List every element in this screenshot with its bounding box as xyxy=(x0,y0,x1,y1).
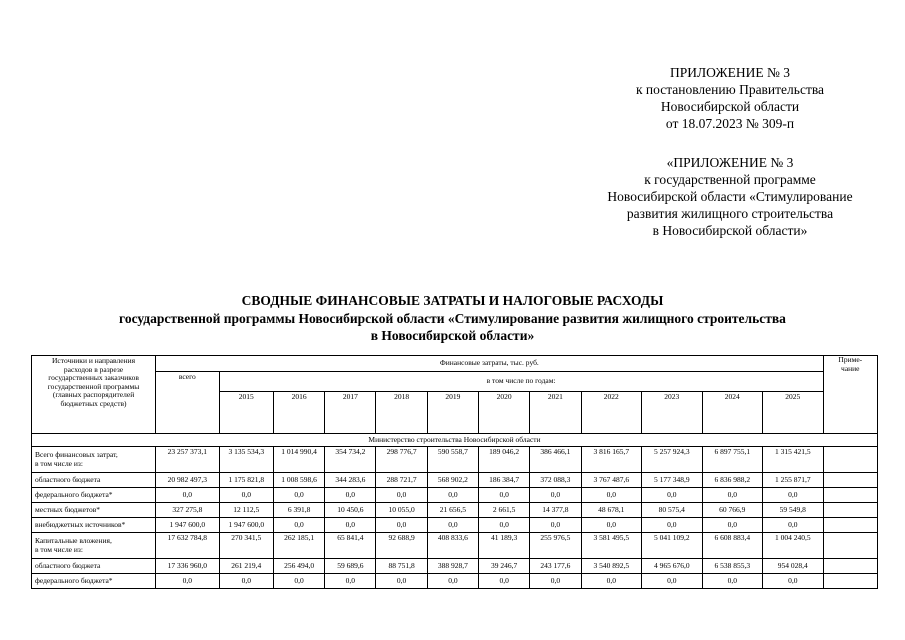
year-value-cell: 21 656,5 xyxy=(427,503,478,518)
year-header-cell: 2018 xyxy=(376,392,427,434)
year-value-cell: 354 734,2 xyxy=(325,447,376,473)
table-header-row xyxy=(32,372,878,392)
year-value-cell: 0,0 xyxy=(763,518,824,533)
year-value-cell: 0,0 xyxy=(530,488,581,503)
note-cell xyxy=(823,447,877,473)
year-value-cell: 3 581 495,5 xyxy=(581,533,641,559)
total-value-cell: 0,0 xyxy=(156,574,220,589)
year-value-cell: 255 976,5 xyxy=(530,533,581,559)
source-header-line: Источники и направления xyxy=(52,356,136,365)
year-value-cell: 6 538 855,3 xyxy=(702,559,762,574)
table-row xyxy=(32,503,878,518)
source-header-line: бюджетных средств) xyxy=(60,398,127,408)
source-header-line: расходов в разрезе xyxy=(63,364,124,374)
year-value-cell: 2 661,5 xyxy=(479,503,530,518)
program-appendix-header-line: в Новосибирской области» xyxy=(652,223,808,238)
ministry-label-cell: Министерство строительства Новосибирской области xyxy=(32,434,878,447)
program-appendix-header xyxy=(595,154,865,239)
year-value-cell: 0,0 xyxy=(325,488,376,503)
year-value-cell: 344 283,6 xyxy=(325,473,376,488)
row-label-cell xyxy=(32,473,156,488)
year-header-cell: 2021 xyxy=(530,392,581,434)
total-header-cell: всего xyxy=(156,372,220,434)
year-value-cell: 3 767 487,6 xyxy=(581,473,641,488)
year-value-cell: 386 466,1 xyxy=(530,447,581,473)
year-value-cell: 6 836 988,2 xyxy=(702,473,762,488)
year-value-cell: 1 175 821,8 xyxy=(219,473,273,488)
table-row xyxy=(32,559,878,574)
row-label: федерального бюджета* xyxy=(35,489,113,499)
row-label-cell xyxy=(32,447,156,473)
year-value-cell: 0,0 xyxy=(702,574,762,589)
document-title: СВОДНЫЕ ФИНАНСОВЫЕ ЗАТРАТЫ И НАЛОГОВЫЕ РАСХОДЫ xyxy=(241,293,664,308)
year-value-cell: 0,0 xyxy=(325,518,376,533)
year-value-cell: 59 689,6 xyxy=(325,559,376,574)
row-label-sub: в том числе из: xyxy=(35,458,83,468)
financial-costs-table xyxy=(31,355,878,589)
year-value-cell: 60 766,9 xyxy=(702,503,762,518)
row-label: Капитальные вложения, xyxy=(35,535,112,545)
ministry-section-row xyxy=(32,434,878,447)
year-value-cell: 39 246,7 xyxy=(479,559,530,574)
program-appendix-header-line: развития жилищного строительства xyxy=(626,206,834,221)
year-value-cell: 10 055,0 xyxy=(376,503,427,518)
document-subtitle-line1: государственной программы Новосибирской области «Стимулирование развития жилищного строительства xyxy=(119,311,786,326)
total-value-cell: 20 982 497,3 xyxy=(156,473,220,488)
year-header-cell: 2017 xyxy=(325,392,376,434)
year-value-cell: 0,0 xyxy=(763,488,824,503)
row-label-cell xyxy=(32,533,156,559)
table-row xyxy=(32,574,878,589)
year-value-cell: 1 008 598,6 xyxy=(273,473,324,488)
appendix-header xyxy=(595,64,865,132)
year-value-cell: 3 816 165,7 xyxy=(581,447,641,473)
year-value-cell: 0,0 xyxy=(581,518,641,533)
year-value-cell: 12 112,5 xyxy=(219,503,273,518)
row-label: областного бюджета xyxy=(35,560,101,570)
appendix-header-line: к постановлению Правительства xyxy=(635,82,825,97)
financial-costs-header-cell: Финансовые затраты, тыс. руб. xyxy=(156,356,824,372)
year-value-cell: 408 833,6 xyxy=(427,533,478,559)
year-value-cell: 1 255 871,7 xyxy=(763,473,824,488)
year-value-cell: 80 575,4 xyxy=(642,503,702,518)
program-appendix-header-line: «ПРИЛОЖЕНИЕ № 3 xyxy=(666,155,794,170)
year-value-cell: 0,0 xyxy=(530,574,581,589)
year-value-cell: 5 257 924,3 xyxy=(642,447,702,473)
year-value-cell: 0,0 xyxy=(642,488,702,503)
year-value-cell: 6 897 755,1 xyxy=(702,447,762,473)
note-cell xyxy=(823,559,877,574)
year-value-cell: 0,0 xyxy=(702,518,762,533)
year-value-cell: 0,0 xyxy=(427,518,478,533)
total-value-cell: 17 632 784,8 xyxy=(156,533,220,559)
note-cell xyxy=(823,488,877,503)
year-value-cell: 0,0 xyxy=(273,518,324,533)
year-value-cell: 262 185,1 xyxy=(273,533,324,559)
year-value-cell: 0,0 xyxy=(219,574,273,589)
by-year-header-cell: в том числе по годам: xyxy=(219,372,823,392)
total-value-cell: 23 257 373,1 xyxy=(156,447,220,473)
year-value-cell: 6 391,8 xyxy=(273,503,324,518)
row-label-cell xyxy=(32,559,156,574)
appendix-header-line: ПРИЛОЖЕНИЕ № 3 xyxy=(669,65,791,80)
year-value-cell: 0,0 xyxy=(325,574,376,589)
year-value-cell: 41 189,3 xyxy=(479,533,530,559)
year-value-cell: 256 494,0 xyxy=(273,559,324,574)
year-value-cell: 0,0 xyxy=(581,488,641,503)
year-value-cell: 186 384,7 xyxy=(479,473,530,488)
year-value-cell: 288 721,7 xyxy=(376,473,427,488)
year-value-cell: 590 558,7 xyxy=(427,447,478,473)
table-row xyxy=(32,488,878,503)
total-value-cell: 327 275,8 xyxy=(156,503,220,518)
year-header-cell: 2024 xyxy=(702,392,762,434)
year-value-cell: 0,0 xyxy=(219,488,273,503)
program-appendix-header-line: Новосибирской области «Стимулирование xyxy=(607,189,853,204)
row-label-sub: в том числе из: xyxy=(35,544,83,554)
year-value-cell: 243 177,6 xyxy=(530,559,581,574)
year-header-cell: 2020 xyxy=(479,392,530,434)
year-value-cell: 5 041 109,2 xyxy=(642,533,702,559)
row-label: Всего финансовых затрат, xyxy=(35,449,118,459)
row-label: областного бюджета xyxy=(35,474,101,484)
program-appendix-header-line: к государственной программе xyxy=(644,172,816,187)
year-value-cell: 388 928,7 xyxy=(427,559,478,574)
year-value-cell: 0,0 xyxy=(427,488,478,503)
total-value-cell: 17 336 960,0 xyxy=(156,559,220,574)
year-value-cell: 1 315 421,5 xyxy=(763,447,824,473)
appendix-header-line: Новосибирской области xyxy=(660,99,800,114)
source-header-cell xyxy=(32,356,156,434)
year-value-cell: 568 902,2 xyxy=(427,473,478,488)
table-row xyxy=(32,473,878,488)
total-value-cell: 0,0 xyxy=(156,488,220,503)
year-value-cell: 0,0 xyxy=(479,488,530,503)
year-value-cell: 189 046,2 xyxy=(479,447,530,473)
year-value-cell: 6 608 883,4 xyxy=(702,533,762,559)
year-header-cell: 2016 xyxy=(273,392,324,434)
year-value-cell: 0,0 xyxy=(702,488,762,503)
row-label: местных бюджетов* xyxy=(35,504,101,514)
year-value-cell: 14 377,8 xyxy=(530,503,581,518)
note-header-cell xyxy=(823,356,877,434)
table-header-row xyxy=(32,356,878,372)
year-value-cell: 0,0 xyxy=(427,574,478,589)
year-value-cell: 59 549,8 xyxy=(763,503,824,518)
year-value-cell: 48 678,1 xyxy=(581,503,641,518)
note-header-line: Приме- xyxy=(838,355,863,364)
row-label-cell xyxy=(32,518,156,533)
table-row xyxy=(32,533,878,559)
year-value-cell: 270 341,5 xyxy=(219,533,273,559)
row-label-cell xyxy=(32,574,156,589)
document-subtitle-line2: в Новосибирской области» xyxy=(370,328,535,343)
note-cell xyxy=(823,533,877,559)
table-row xyxy=(32,518,878,533)
year-value-cell: 298 776,7 xyxy=(376,447,427,473)
total-value-cell: 1 947 600,0 xyxy=(156,518,220,533)
note-cell xyxy=(823,574,877,589)
row-label: федерального бюджета* xyxy=(35,575,113,585)
year-value-cell: 65 841,4 xyxy=(325,533,376,559)
year-value-cell: 372 088,3 xyxy=(530,473,581,488)
note-header-line: чание xyxy=(841,363,860,373)
year-header-cell: 2025 xyxy=(763,392,824,434)
year-header-cell: 2022 xyxy=(581,392,641,434)
year-value-cell: 0,0 xyxy=(376,518,427,533)
note-cell xyxy=(823,518,877,533)
year-value-cell: 261 219,4 xyxy=(219,559,273,574)
source-header-line: государственной программы xyxy=(47,381,140,391)
year-value-cell: 0,0 xyxy=(763,574,824,589)
year-value-cell: 3 135 534,3 xyxy=(219,447,273,473)
year-value-cell: 0,0 xyxy=(479,518,530,533)
year-value-cell: 954 028,4 xyxy=(763,559,824,574)
note-cell xyxy=(823,503,877,518)
year-header-cell: 2023 xyxy=(642,392,702,434)
year-value-cell: 0,0 xyxy=(642,574,702,589)
year-value-cell: 88 751,8 xyxy=(376,559,427,574)
year-value-cell: 0,0 xyxy=(376,488,427,503)
table-row xyxy=(32,447,878,473)
year-value-cell: 5 177 348,9 xyxy=(642,473,702,488)
row-label-cell xyxy=(32,488,156,503)
year-value-cell: 0,0 xyxy=(273,574,324,589)
year-value-cell: 0,0 xyxy=(642,518,702,533)
row-label: внебюджетных источников* xyxy=(35,519,126,529)
year-value-cell: 10 450,6 xyxy=(325,503,376,518)
year-value-cell: 0,0 xyxy=(581,574,641,589)
year-value-cell: 3 540 892,5 xyxy=(581,559,641,574)
note-cell xyxy=(823,473,877,488)
year-header-cell: 2019 xyxy=(427,392,478,434)
source-header-line: государственных заказчиков xyxy=(48,373,139,383)
year-value-cell: 1 947 600,0 xyxy=(219,518,273,533)
row-label-cell xyxy=(32,503,156,518)
year-value-cell: 0,0 xyxy=(479,574,530,589)
year-value-cell: 0,0 xyxy=(376,574,427,589)
appendix-header-line: от 18.07.2023 № 309-п xyxy=(665,116,795,131)
year-value-cell: 0,0 xyxy=(273,488,324,503)
year-header-cell: 2015 xyxy=(219,392,273,434)
source-header-line: (главных распорядителей xyxy=(52,390,135,400)
year-value-cell: 1 004 240,5 xyxy=(763,533,824,559)
year-value-cell: 0,0 xyxy=(530,518,581,533)
year-value-cell: 92 688,9 xyxy=(376,533,427,559)
year-value-cell: 4 965 676,0 xyxy=(642,559,702,574)
year-value-cell: 1 014 990,4 xyxy=(273,447,324,473)
